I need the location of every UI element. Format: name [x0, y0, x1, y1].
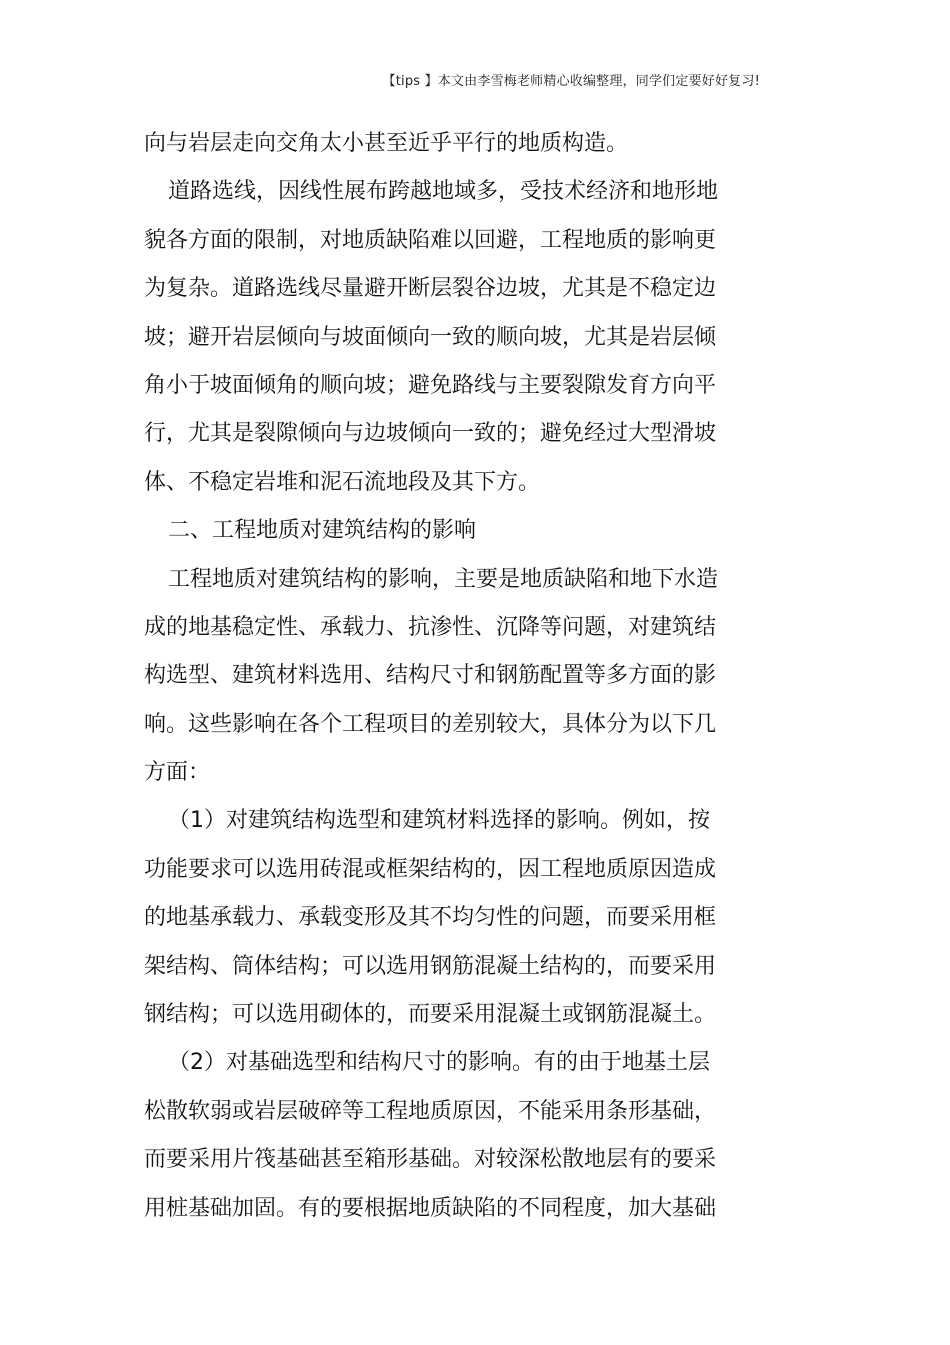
- text-line: 松散软弱或岩层破碎等工程地质原因，不能采用条形基础，: [144, 1098, 717, 1124]
- text-line: 用桩基础加固。有的要根据地质缺陷的不同程度，加大基础: [144, 1195, 717, 1221]
- list-item-1-first-line: （1）对建筑结构选型和建筑材料选择的影响。例如，按: [168, 808, 710, 834]
- list-item-2-first-line: （2）对基础选型和结构尺寸的影响。有的由于地基土层: [168, 1050, 710, 1076]
- header-note: 【tips 】本文由李雪梅老师精心收编整理，同学们定要好好复习!: [382, 74, 760, 89]
- paragraph-first-line: 工程地质对建筑结构的影响，主要是地质缺陷和地下水造: [168, 566, 719, 592]
- text-line: 功能要求可以选用砖混或框架结构的，因工程地质原因造成: [144, 856, 717, 882]
- text-line: 角小于坡面倾角的顺向坡；避免路线与主要裂隙发育方向平: [144, 372, 717, 398]
- text-line: 为复杂。道路选线尽量避开断层裂谷边坡，尤其是不稳定边: [144, 276, 717, 302]
- text-line: 坡；避开岩层倾向与坡面倾向一致的顺向坡，尤其是岩层倾: [144, 324, 717, 350]
- text-line: 方面：: [144, 760, 211, 786]
- document-body: [144, 120, 744, 1233]
- text-line: 而要采用片筏基础甚至箱形基础。对较深松散地层有的要采: [144, 1147, 717, 1173]
- paragraph-first-line: 道路选线，因线性展布跨越地域多，受技术经济和地形地: [168, 179, 719, 205]
- text-line: 行，尤其是裂隙倾向与边坡倾向一致的；避免经过大型滑坡: [144, 421, 717, 447]
- text-line: 貌各方面的限制，对地质缺陷难以回避，工程地质的影响更: [144, 227, 717, 253]
- text-line: 体、不稳定岩堆和泥石流地段及其下方。: [144, 469, 541, 495]
- text-line: 构选型、建筑材料选用、结构尺寸和钢筋配置等多方面的影: [144, 663, 717, 689]
- text-line: 成的地基稳定性、承载力、抗渗性、沉降等问题，对建筑结: [144, 614, 717, 640]
- text-line: 钢结构；可以选用砌体的，而要采用混凝土或钢筋混凝土。: [144, 1002, 717, 1028]
- section-heading: 二、工程地质对建筑结构的影响: [168, 518, 477, 544]
- text-line: 架结构、筒体结构；可以选用钢筋混凝土结构的，而要采用: [144, 953, 717, 979]
- text-line: 响。这些影响在各个工程项目的差别较大，具体分为以下几: [144, 711, 717, 737]
- text-line: 向与岩层走向交角太小甚至近乎平行的地质构造。: [144, 131, 629, 156]
- text-line: 的地基承载力、承载变形及其不均匀性的问题，而要采用框: [144, 905, 717, 931]
